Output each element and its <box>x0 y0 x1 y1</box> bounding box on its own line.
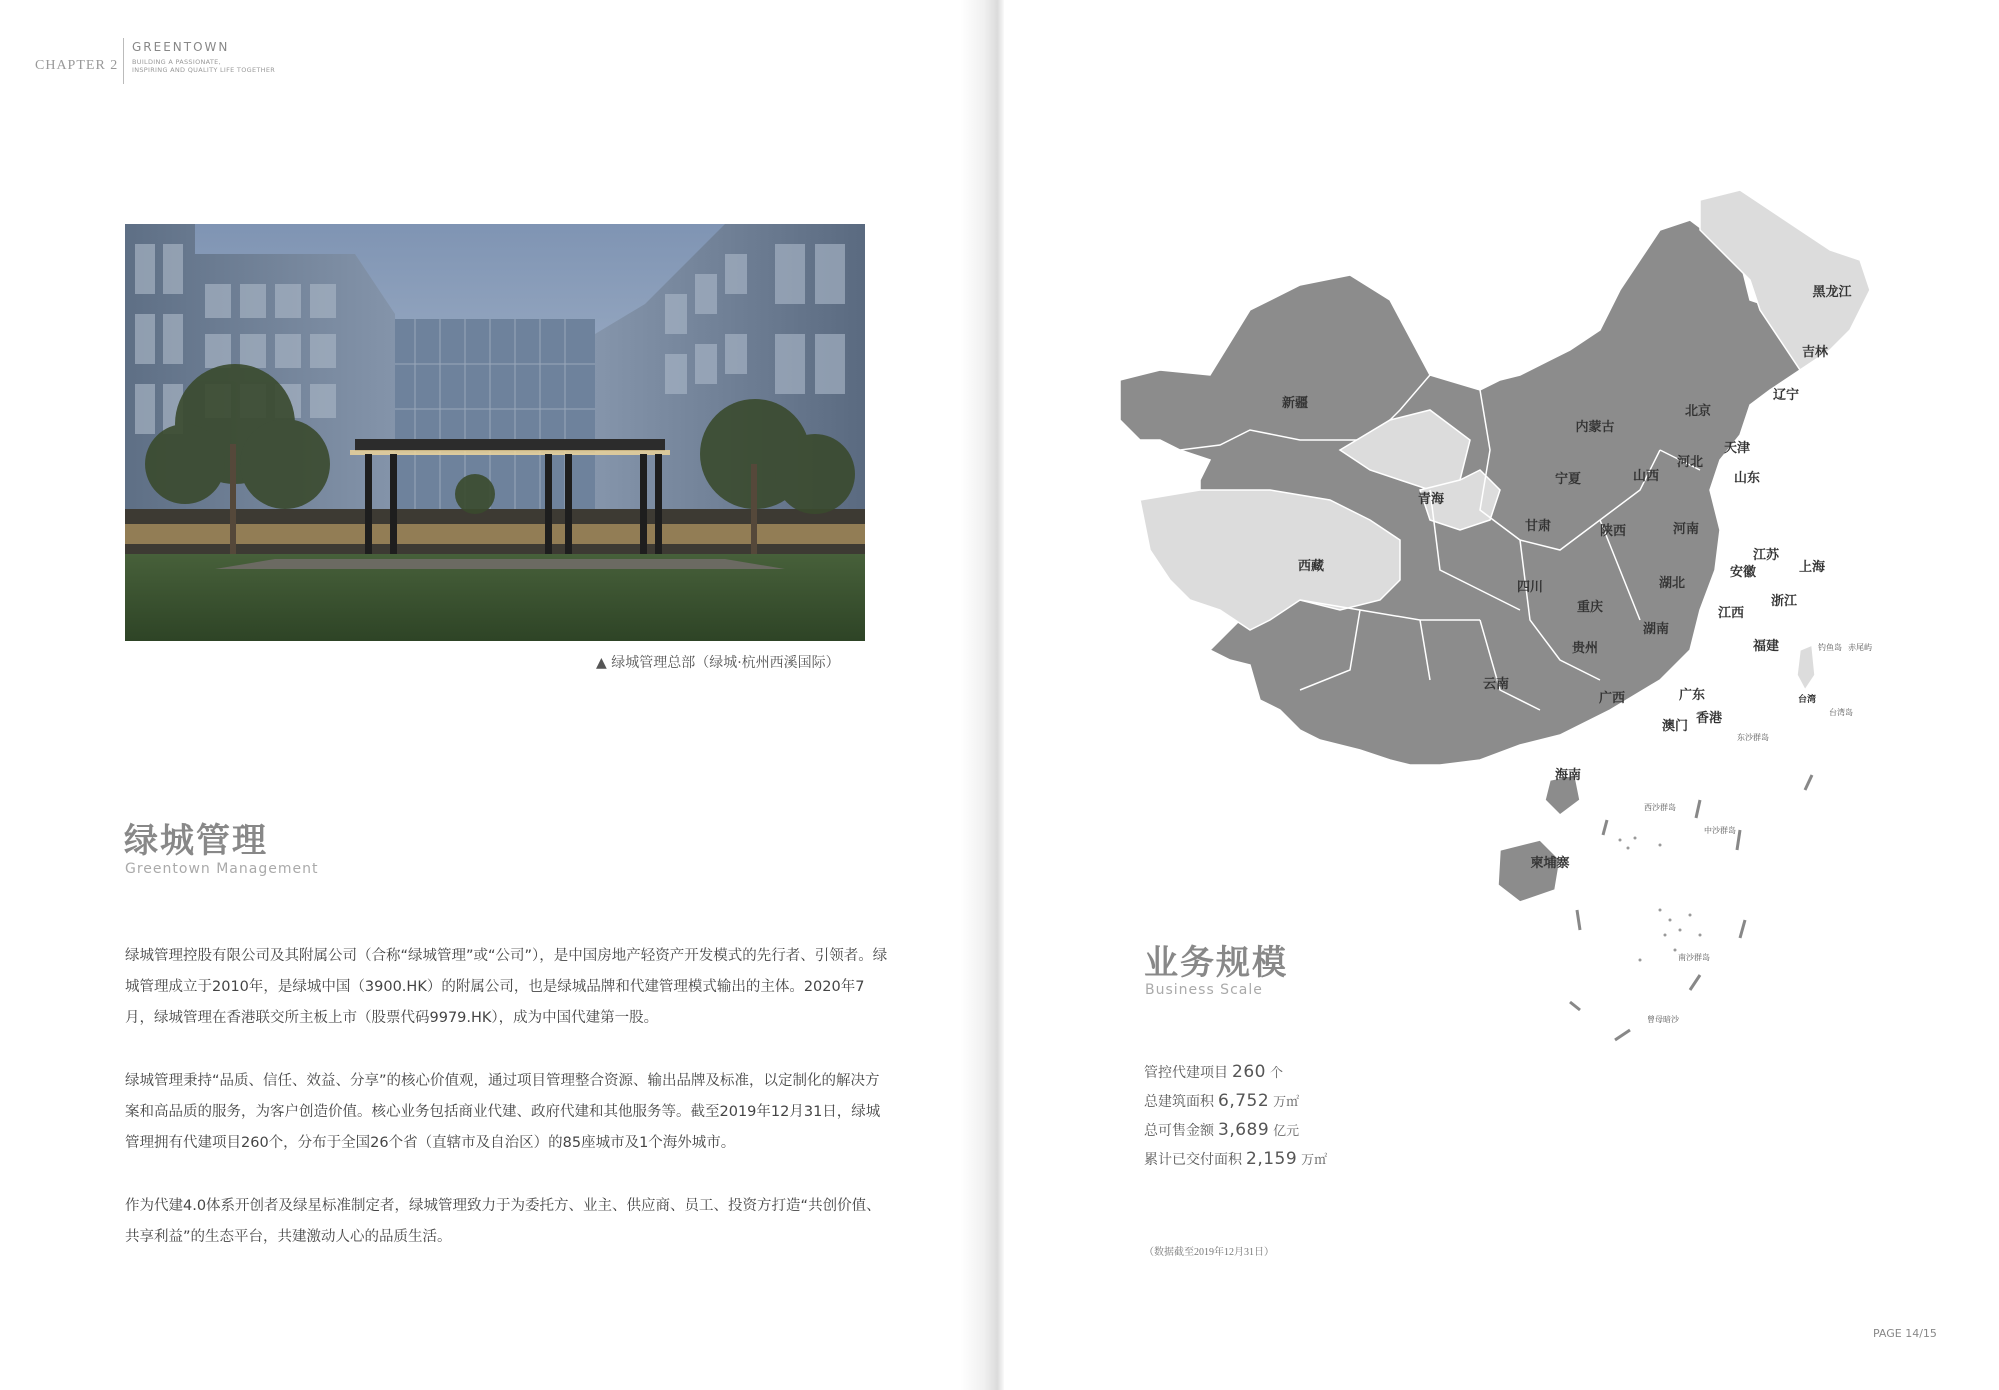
label-sichuan: 四川 <box>1516 580 1544 595</box>
label-xizang: 西藏 <box>1297 559 1325 574</box>
stat-value: 260 <box>1232 1062 1266 1082</box>
label-nansha: 南沙群岛 <box>1678 953 1710 962</box>
label-hubei: 湖北 <box>1658 576 1686 591</box>
label-zhongsha: 中沙群岛 <box>1704 826 1736 835</box>
stat-label: 管控代建项目 <box>1144 1065 1228 1081</box>
label-taiwan: 台湾 <box>1797 695 1817 705</box>
label-chiwei: 赤尾屿 <box>1848 643 1872 652</box>
label-aomen: 澳门 <box>1661 719 1689 734</box>
intro-paragraph-2: 绿城管理秉持“品质、信任、效益、分享”的核心价值观，通过项目管理整合资源、输出品牌及标准，以定制化的解决方案和高品质的服务，为客户创造价值。核心业务包括商业代建、政府代建和其他服务等。截至2019年12月31日，绿城管理拥有代建项目260个，分布于全国26个省（直辖市及自治区）的85座城市及1个海外城市。 <box>125 1073 881 1151</box>
data-date-note: （数据截至2019年12月31日） <box>1144 1247 1274 1258</box>
label-chongqing: 重庆 <box>1576 600 1604 615</box>
label-neimenggu: 内蒙古 <box>1575 420 1615 435</box>
stat-unit: 万㎡ <box>1273 1095 1300 1110</box>
label-heilongjiang: 黑龙江 <box>1812 285 1852 300</box>
business-title: 业务规模 <box>1144 943 1288 983</box>
label-tianjin: 天津 <box>1723 441 1751 456</box>
label-gansu: 甘肃 <box>1524 519 1552 534</box>
label-ningxia: 宁夏 <box>1554 472 1582 487</box>
label-hebei: 河北 <box>1676 455 1704 470</box>
label-xianggang: 香港 <box>1695 711 1723 726</box>
section-title: 绿城管理 <box>124 821 268 861</box>
label-beijing: 北京 <box>1684 404 1712 419</box>
label-liaoning: 辽宁 <box>1772 388 1800 403</box>
brand-tagline-2: INSPIRING AND QUALITY LIFE TOGETHER <box>132 66 276 74</box>
stat-projects <box>1144 1062 1327 1091</box>
stat-saleable <box>1144 1120 1327 1149</box>
stat-value: 3,689 <box>1218 1120 1270 1140</box>
label-xisha: 西沙群岛 <box>1644 803 1676 812</box>
label-jilin: 吉林 <box>1801 345 1829 360</box>
label-guizhou: 贵州 <box>1571 641 1599 656</box>
label-anhui: 安徽 <box>1729 565 1757 580</box>
business-stats <box>1144 1062 1327 1178</box>
stat-gfa <box>1144 1091 1327 1120</box>
stat-unit: 个 <box>1269 1066 1283 1081</box>
label-yunnan: 云南 <box>1482 677 1510 692</box>
stat-label: 总可售金额 <box>1144 1123 1214 1139</box>
brand-name: GREENTOWN <box>132 40 230 54</box>
stat-delivered <box>1144 1149 1327 1178</box>
label-henan: 河南 <box>1672 522 1700 537</box>
business-subtitle: Business Scale <box>1145 982 1263 998</box>
stat-label: 总建筑面积 <box>1144 1094 1214 1110</box>
label-shaanxi: 陕西 <box>1599 524 1627 539</box>
label-xinjiang: 新疆 <box>1281 396 1309 411</box>
label-jiangxi: 江西 <box>1717 606 1745 621</box>
book-spine-shadow <box>960 0 1004 1390</box>
header-divider <box>123 38 124 84</box>
label-qinghai: 青海 <box>1417 492 1445 507</box>
stat-value: 2,159 <box>1246 1149 1298 1169</box>
stat-unit: 万㎡ <box>1301 1153 1328 1168</box>
intro-paragraph-1: 绿城管理控股有限公司及其附属公司（合称“绿城管理”或“公司”），是中国房地产轻资产开发模式的先行者、引领者。绿城管理成立于2010年，是绿城中国（3900.HK）的附属公司，也是绿城品牌和代建管理模式输出的主体。2020年7月，绿城管理在香港联交所主板上市（股票代码9979.HK），成为中国代建第一股。 <box>125 948 888 1026</box>
label-taiwandao: 台湾岛 <box>1829 708 1853 717</box>
section-subtitle: Greentown Management <box>125 861 319 877</box>
stat-value: 6,752 <box>1218 1091 1270 1111</box>
label-cambodia: 柬埔寨 <box>1530 856 1570 871</box>
stat-unit: 亿元 <box>1273 1124 1300 1139</box>
intro-paragraph-3: 作为代建4.0体系开创者及绿星标准制定者，绿城管理致力于为委托方、业主、供应商、员工、投资方打造“共创价值、共享利益”的生态平台，共建激动人心的品质生活。 <box>125 1198 881 1245</box>
page-number: PAGE 14/15 <box>1873 1327 1937 1340</box>
brand-tagline-1: BUILDING A PASSIONATE, <box>132 58 221 66</box>
label-hunan: 湖南 <box>1642 622 1670 637</box>
label-shandong: 山东 <box>1733 471 1761 486</box>
label-dongsha: 东沙群岛 <box>1737 733 1769 742</box>
label-fujian: 福建 <box>1752 639 1780 654</box>
label-zengmu: 曾母暗沙 <box>1647 1015 1679 1024</box>
label-jiangsu: 江苏 <box>1752 548 1780 563</box>
label-guangdong: 广东 <box>1678 688 1706 703</box>
chapter-label: CHAPTER 2 <box>35 58 119 73</box>
label-hainan: 海南 <box>1554 768 1582 783</box>
photo-caption: ▲ 绿城管理总部（绿城·杭州西溪国际） <box>596 655 840 671</box>
label-diaoyu: 钓鱼岛 <box>1818 643 1842 652</box>
label-shanxi: 山西 <box>1632 469 1660 484</box>
headquarters-photo <box>125 224 865 641</box>
label-shanghai: 上海 <box>1798 560 1826 575</box>
label-guangxi: 广西 <box>1598 691 1626 706</box>
headquarters-building-image <box>125 224 865 641</box>
label-zhejiang: 浙江 <box>1770 594 1798 609</box>
stat-label: 累计已交付面积 <box>1144 1152 1242 1168</box>
